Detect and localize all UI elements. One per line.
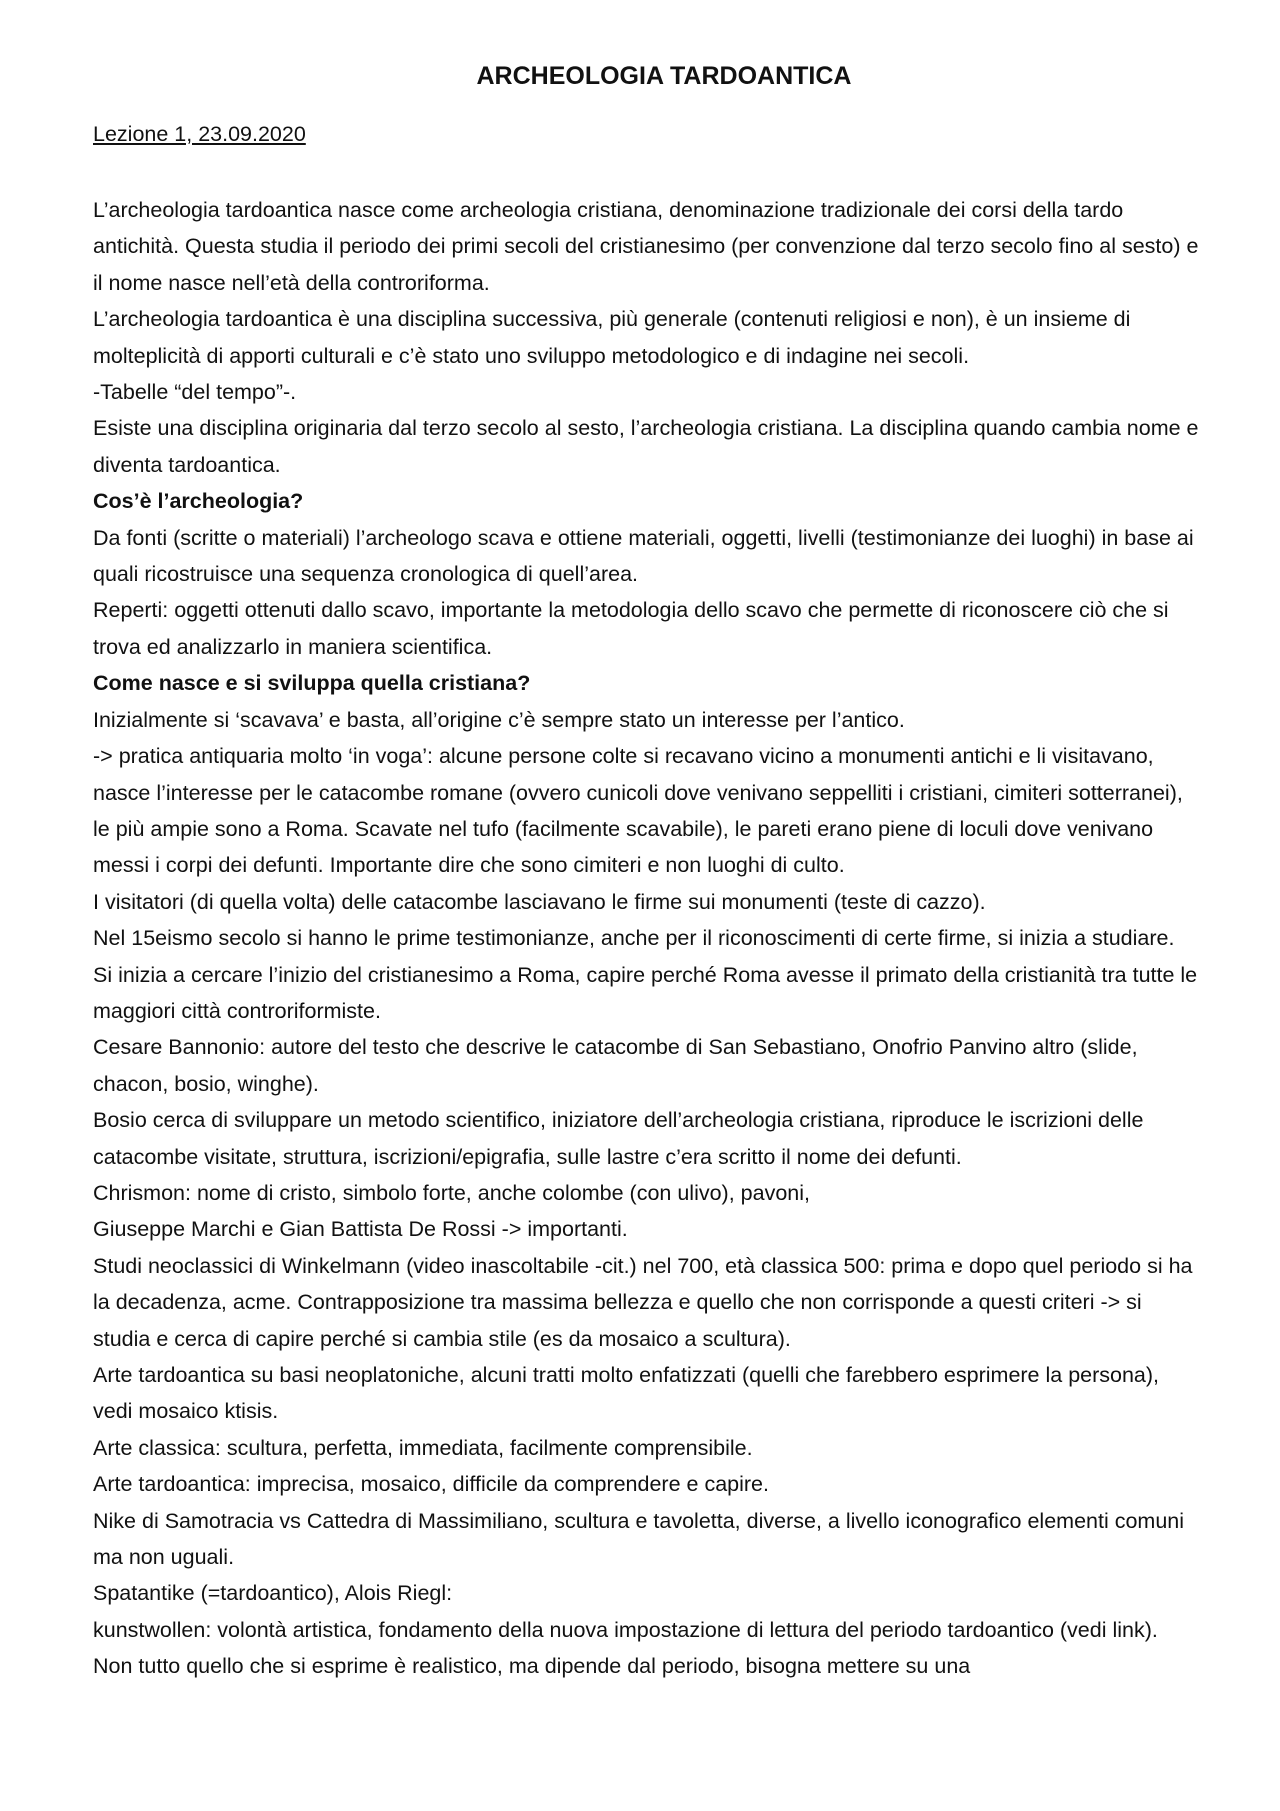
- paragraph: Giuseppe Marchi e Gian Battista De Rossi -> importanti.: [93, 1217, 628, 1242]
- document-body: [93, 192, 1203, 1685]
- paragraph: Spatantike (=tardoantico), Alois Riegl:: [93, 1581, 453, 1606]
- paragraph: Esiste una disciplina originaria dal terzo secolo al sesto, l’archeologia cristiana. La disciplina quando cambia nome e diventa tardoantica.: [93, 416, 1199, 477]
- paragraph: Cesare Bannonio: autore del testo che descrive le catacombe di San Sebastiano, Onofrio Panvino altro (slide, chacon, bosio, winghe).: [93, 1035, 1138, 1096]
- paragraph: kunstwollen: volontà artistica, fondamento della nuova impostazione di lettura del periodo tardoantico (vedi link). Non tutto quello che si esprime è realistico, ma dipende dal periodo, bisogna mettere su una: [93, 1617, 1158, 1679]
- paragraph: Studi neoclassici di Winkelmann (video inascoltabile -cit.) nel 700, età classica 500: prima e dopo quel periodo si ha la decadenza, acme. Contrapposizione tra massima bellezza e quello che non corrisponde a questi criteri -> si studia e cerca di capire perché si cambia stile (es da mosaico a scultura).: [93, 1253, 1193, 1351]
- paragraph: L’archeologia tardoantica è una disciplina successiva, più generale (contenuti religiosi e non), è un insieme di molteplicità di apporti culturali e c’è stato uno sviluppo metodologico e di indagine nei secoli.: [93, 307, 1131, 368]
- document-title: ARCHEOLOGIA TARDOANTICA: [476, 62, 852, 90]
- paragraph: Nike di Samotracia vs Cattedra di Massimiliano, scultura e tavoletta, diverse, a livello iconografico elementi comuni ma non uguali.: [93, 1508, 1185, 1570]
- document-page: [93, 60, 1203, 1685]
- paragraph: Chrismon: nome di cristo, simbolo forte, anche colombe (con ulivo), pavoni,: [93, 1180, 810, 1205]
- paragraph: L’archeologia tardoantica nasce come archeologia cristiana, denominazione tradizionale dei corsi della tardo antichità. Questa studia il periodo dei primi secoli del cristianesimo (per convenzione dal terzo secolo fino al sesto) e il nome nasce nell’età della controriforma.: [93, 198, 1199, 295]
- paragraph: Arte tardoantica su basi neoplatoniche, alcuni tratti molto enfatizzati (quelli che farebbero esprimere la persona), vedi mosaico ktisis.: [93, 1363, 1160, 1424]
- paragraph: I visitatori (di quella volta) delle catacombe lasciavano le firme sui monumenti (teste di cazzo).: [93, 889, 986, 914]
- paragraph: Reperti: oggetti ottenuti dallo scavo, importante la metodologia dello scavo che permette di riconoscere ciò che si trova ed analizzarlo in maniera scientifica.: [93, 598, 1169, 659]
- lesson-heading: Lezione 1, 23.09.2020: [93, 122, 306, 146]
- paragraph: Arte tardoantica: imprecisa, mosaico, difficile da comprendere e capire.: [93, 1472, 769, 1497]
- paragraph: Si inizia a cercare l’inizio del cristianesimo a Roma, capire perché Roma avesse il primato della cristianità tra tutte le maggiori città controriformiste.: [93, 962, 1198, 1023]
- paragraph: -Tabelle “del tempo”-.: [93, 380, 297, 405]
- paragraph: Arte classica: scultura, perfetta, immediata, facilmente comprensibile.: [93, 1435, 753, 1460]
- section-heading: Cos’è l’archeologia?: [93, 489, 304, 514]
- paragraph: -> pratica antiquaria molto ‘in voga’: alcune persone colte si recavano vicino a monumenti antichi e li visitavano, nasce l’interesse per le catacombe romane (ovvero cunicoli dove venivano seppelliti i cristiani, cimiteri sotterranei), le più ampie sono a Roma. Scavate nel tufo (facilmente scavabile), le pareti erano piene di loculi dove venivano messi i corpi dei defunti. Importante dire che sono cimiteri e non luoghi di culto.: [93, 744, 1183, 878]
- paragraph: Bosio cerca di sviluppare un metodo scientifico, iniziatore dell’archeologia cristiana, riproduce le iscrizioni delle catacombe visitate, struttura, iscrizioni/epigrafia, sulle lastre c’era scritto il nome dei defunti.: [93, 1108, 1144, 1169]
- section-heading: Come nasce e si sviluppa quella cristiana?: [93, 671, 531, 696]
- paragraph: Da fonti (scritte o materiali) l’archeologo scava e ottiene materiali, oggetti, livelli (testimonianze dei luoghi) in base ai quali ricostruisce una sequenza cronologica di quell’area.: [93, 525, 1194, 587]
- paragraph: Nel 15eismo secolo si hanno le prime testimonianze, anche per il riconoscimenti di certe firme, si inizia a studiare.: [93, 926, 1175, 951]
- paragraph: Inizialmente si ‘scavava’ e basta, all’origine c’è sempre stato un interesse per l’antico.: [93, 707, 905, 732]
